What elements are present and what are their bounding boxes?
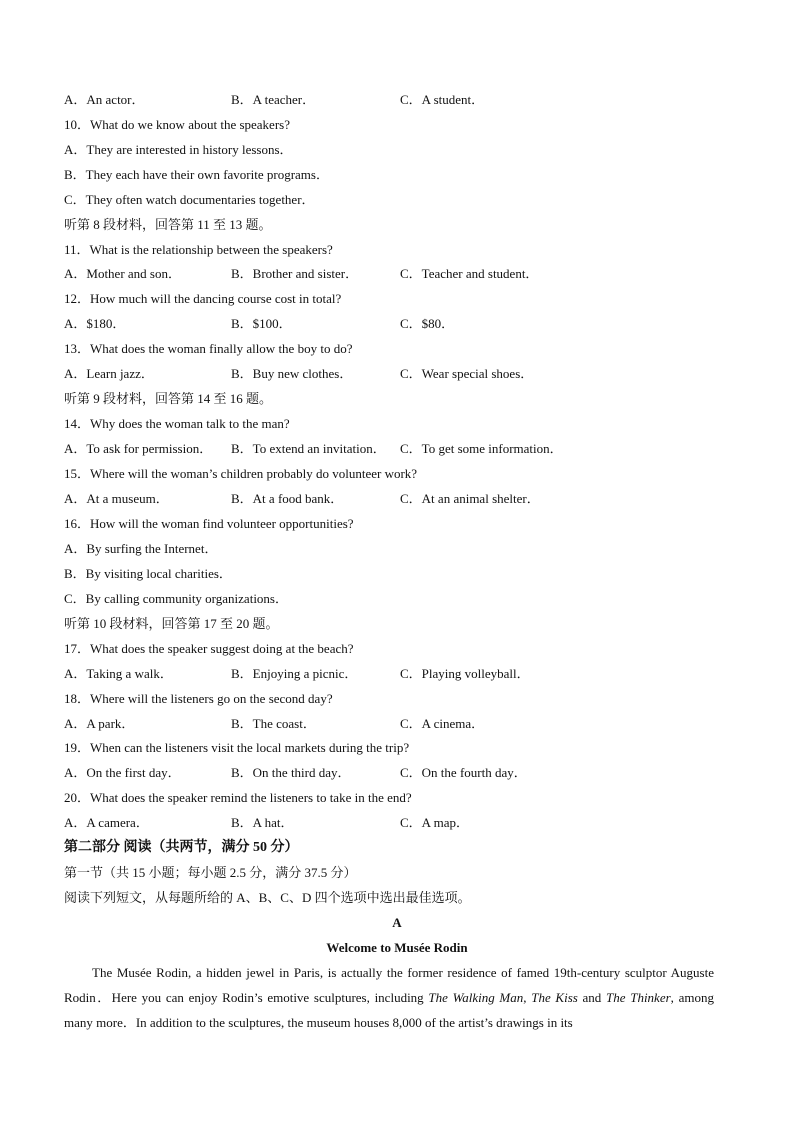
q11-question: 11．What is the relationship between the speakers? (64, 242, 333, 257)
work-walking-man: The Walking Man (428, 990, 524, 1005)
q18-option-b: B．The coast． (231, 716, 316, 731)
q17-option-a: A．Taking a walk． (64, 666, 173, 681)
q12-option-a: A．$180． (64, 316, 126, 331)
q9-option-b: B．A teacher． (231, 92, 316, 107)
q10-question: 10．What do we know about the speakers? (64, 117, 290, 132)
q15-option-a: A．At a museum． (64, 491, 169, 506)
q11-option-a: A．Mother and son． (64, 266, 181, 281)
work-thinker: The Thinker (606, 990, 671, 1005)
q16-question: 16．How will the woman find volunteer opportunities? (64, 516, 354, 531)
q16-option-a: A．By surfing the Internet． (64, 541, 218, 556)
q12-option-b: B．$100． (231, 316, 292, 331)
section-10-instruction: 听第 10 段材料，回答第 17 至 20 题。 (64, 616, 279, 631)
q10-option-b: B．They each have their own favorite programs． (64, 167, 329, 182)
q14-option-a: A．To ask for permission． (64, 441, 213, 456)
q10-option-c: C．They often watch documentaries together． (64, 192, 315, 207)
q14-question: 14．Why does the woman talk to the man? (64, 416, 290, 431)
q19-option-c: C．On the fourth day． (400, 765, 527, 780)
q20-option-c: C．A map． (400, 815, 469, 830)
q9-option-c: C．A student． (400, 92, 485, 107)
q13-option-a: A．Learn jazz． (64, 366, 154, 381)
q18-option-a: A．A park． (64, 716, 135, 731)
q14-option-c: C．To get some information． (400, 441, 563, 456)
q9-option-a: A．An actor． (64, 92, 145, 107)
section-9-instruction: 听第 9 段材料，回答第 14 至 16 题。 (64, 391, 273, 406)
q11-option-b: B．Brother and sister． (231, 266, 359, 281)
q13-option-b: B．Buy new clothes． (231, 366, 353, 381)
part-2-heading: 第二部分 阅读（共两节，满分 50 分） (64, 840, 299, 855)
q17-option-b: B．Enjoying a picnic． (231, 666, 358, 681)
q20-option-a: A．A camera． (64, 815, 149, 830)
q20-question: 20．What does the speaker remind the listeners to take in the end? (64, 790, 412, 805)
passage-sep-1: , (523, 990, 532, 1005)
q20-option-b: B．A hat． (231, 815, 294, 830)
q12-option-c: C．$80． (400, 316, 455, 331)
q15-question: 15．Where will the woman’s children probably do volunteer work? (64, 466, 418, 481)
passage-letter: A (392, 915, 402, 930)
q18-option-c: C．A cinema． (400, 716, 485, 731)
part-2-subheading: 第一节（共 15 小题；每小题 2.5 分，满分 37.5 分） (64, 865, 357, 880)
q13-option-c: C．Wear special shoes． (400, 366, 534, 381)
q10-option-a: A．They are interested in history lessons． (64, 142, 293, 157)
q17-option-c: C．Playing volleyball． (400, 666, 530, 681)
q16-option-b: B．By visiting local charities． (64, 566, 232, 581)
q13-question: 13．What does the woman finally allow the boy to do? (64, 341, 353, 356)
q19-option-a: A．On the first day． (64, 765, 181, 780)
q12-question: 12．How much will the dancing course cost in total? (64, 291, 342, 306)
q19-question: 19．When can the listeners visit the local markets during the trip? (64, 740, 410, 755)
passage-paragraph (64, 960, 714, 1035)
q11-option-c: C．Teacher and student． (400, 266, 539, 281)
passage-title: Welcome to Musée Rodin (326, 940, 468, 955)
part-2-instruction: 阅读下列短文，从每题所给的 A、B、C、D 四个选项中选出最佳选项。 (64, 890, 471, 905)
q17-question: 17．What does the speaker suggest doing at the beach? (64, 641, 354, 656)
q15-option-b: B．At a food bank． (231, 491, 344, 506)
q15-option-c: C．At an animal shelter． (400, 491, 540, 506)
q18-question: 18．Where will the listeners go on the second day? (64, 691, 333, 706)
work-kiss: The Kiss (531, 990, 578, 1005)
q14-option-b: B．To extend an invitation． (231, 441, 386, 456)
passage-text-1: The Musée Rodin, a hidden jewel in Paris, is actually the former residence of famed 19th-century sculptor Auguste Rodin．Here you can enjoy Rodin’s emotive sculptures, including (64, 965, 714, 1005)
q16-option-c: C．By calling community organizations． (64, 591, 288, 606)
passage-sep-2: and (577, 990, 607, 1005)
q19-option-b: B．On the third day． (231, 765, 351, 780)
passage-text-2: , among many more．In addition to the sculptures, the museum houses 8,000 of the artist’s drawings in its (64, 990, 715, 1030)
section-8-instruction: 听第 8 段材料，回答第 11 至 13 题。 (64, 217, 272, 232)
